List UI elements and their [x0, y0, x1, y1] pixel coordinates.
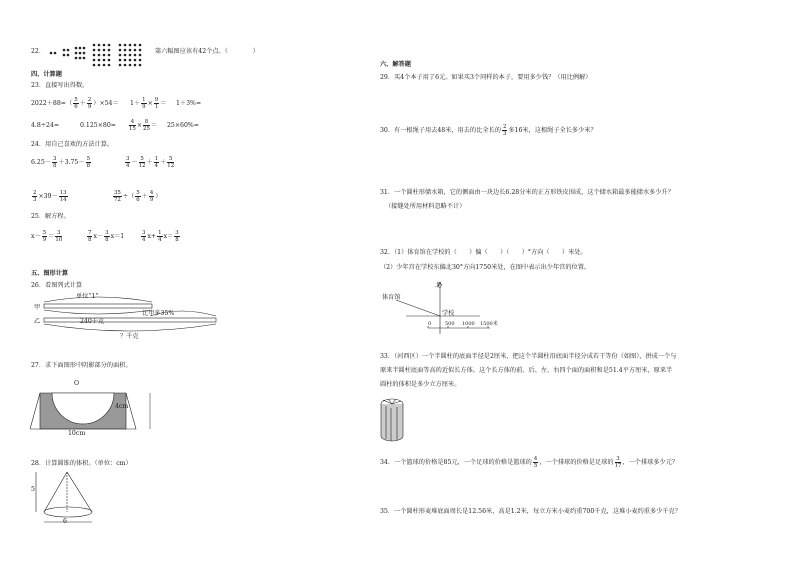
q25-eq1: x－ $\frac{5}{9}$ ＝ $\frac{3}{10}$	[31, 230, 63, 243]
section-5-heading: 五、图形计算	[31, 270, 69, 277]
q28-diameter: 6	[63, 518, 67, 525]
q25-title: 25．解方程。	[31, 213, 70, 220]
q26-label-a: 甲	[34, 304, 41, 311]
q23-row1-c: 1＋3%=	[176, 100, 202, 107]
q26-unit: 单位“1”	[76, 293, 99, 300]
q23-r2-d: 25×60%=	[167, 122, 199, 129]
q27-title: 27．求下面图形中阴影部分的面积。	[31, 362, 132, 369]
q23-r2-a: 4.8÷24=	[31, 122, 60, 129]
q33-line1: 33．（河西区）一个半圆柱的底面半径是2厘米，把这个半圆柱沿底面半径分成若干等份（如图），拼成一个与	[380, 353, 677, 360]
q23-row1-b: 1＋ $\frac{1}{9}$ × $\frac{9}{1}$ ＝	[130, 97, 167, 110]
q23-title: 23．直接写出得数。	[31, 82, 89, 89]
q32-part2: （2）少年宫在学校东偏北30°方向1750米处，在图中表示出少年宫的位置。	[380, 264, 591, 271]
map-scale-0: 0	[428, 321, 432, 327]
q25-eq2: $\frac{7}{8}$ x－ $\frac{3}{8}$ x＝1	[88, 230, 125, 243]
q33-line3: 圆柱的体积是多少立方厘米。	[380, 381, 461, 388]
map-scale-500: 500	[445, 321, 455, 327]
q27-height: 4cm	[115, 403, 129, 410]
q26-ask: ？千克	[120, 333, 139, 340]
q31-text-a: 31．一个圆柱形储水箱，它的侧面由一块边长6.28分米的正方形铁皮围成，这个储水箱最多能储水多少升？	[380, 189, 674, 196]
q22-number: 22．	[31, 48, 46, 55]
q26-title: 26．看图列式计算	[31, 282, 83, 289]
q22-text: 第六幅图应该有42个点。（ ）	[155, 48, 259, 55]
q26-weight: 240千克	[80, 318, 105, 325]
q24-row1-a: 6.25－ $\frac{3}{8}$ ＋3.75－ $\frac{5}{8}$	[31, 156, 90, 169]
q28-cone-figure	[30, 470, 110, 530]
map-scale-1500: 1500米	[480, 321, 498, 327]
section-4-heading: 四、计算题	[31, 71, 62, 78]
q33-line2: 原来半圆柱底面等高的近似长方体。这个长方体的前、后、左、右四个面的面积和是51.4平方厘米，原来半	[380, 367, 673, 374]
q28-title: 28．计算圆锥的体积。（单位：cm）	[31, 460, 132, 467]
section-6-heading: 六、解答题	[380, 61, 411, 68]
dot-pattern-figure	[48, 44, 158, 66]
q24-row1-b: $\frac{3}{4}$ － $\frac{5}{12}$ ＋ $\frac{1}{4}$ ＋ $\frac{5}{12}$	[126, 156, 175, 169]
q34-text: 34．一个篮球的价格是85元，一个足球的价格是篮球的 $\frac{4}{5}$ ，一个排球的价格是足球的 $\frac{3}{17}$ ，一个排球多少元？	[380, 456, 679, 469]
q23-r2-c: $\frac{4}{15}$ × $\frac{8}{25}$ ＝	[129, 119, 158, 132]
q24-row2-a: $\frac{2}{3}$ ×39－ $\frac{13}{14}$	[33, 190, 67, 203]
q29-text: 29．买4个本子用了6元。如果买3个同样的本子，要用多少钱？（用比例解）	[380, 74, 592, 81]
q28-height: 5	[31, 486, 35, 493]
map-school: 学校	[442, 310, 455, 317]
map-scale-1000: 1000	[462, 321, 475, 327]
map-north: 北	[435, 282, 442, 289]
q26-more: 比甲多35%	[142, 310, 175, 317]
q24-title: 24．用自己喜欢的方法计算。	[31, 141, 114, 148]
q35-text: 35．一个圆柱形麦堆底面周长是12.56米，高是1.2米，每立方米小麦约重700千克，这堆小麦约重多少千克？	[380, 508, 681, 515]
q33-half-cylinder-figure	[378, 396, 408, 446]
q27-center-o: O	[74, 380, 80, 387]
q25-eq3: $\frac{3}{4}$ x+ $\frac{1}{4}$ x＝ $\frac{3}{8}$	[142, 230, 179, 243]
q27-width: 10cm	[68, 430, 86, 437]
q24-row2-b: $\frac{35}{72}$ ÷（ $\frac{5}{6}$ ＋ $\frac{4}{9}$ ）	[114, 190, 162, 203]
q23-r2-b: 0.125×80=	[80, 122, 116, 129]
map-gym: 体育馆	[382, 294, 401, 301]
q26-label-b: 乙	[34, 318, 41, 325]
q23-row1: 2022＋88=（ $\frac{5}{6}$ ＋ $\frac{2}{9}$ ）×54＝	[31, 97, 119, 110]
q30-text: 30．有一根绳子用去48米，用去的比全长的 $\frac{2}{3}$ 多16米，这根绳子全长多少米？	[380, 124, 597, 137]
q31-text-b: （接缝处所用材料忽略不计）	[385, 203, 466, 210]
q32-part1: 32．（1）体育馆在学校的（ ）偏（ ）（ ）°方向（ ）米处。	[380, 249, 587, 256]
